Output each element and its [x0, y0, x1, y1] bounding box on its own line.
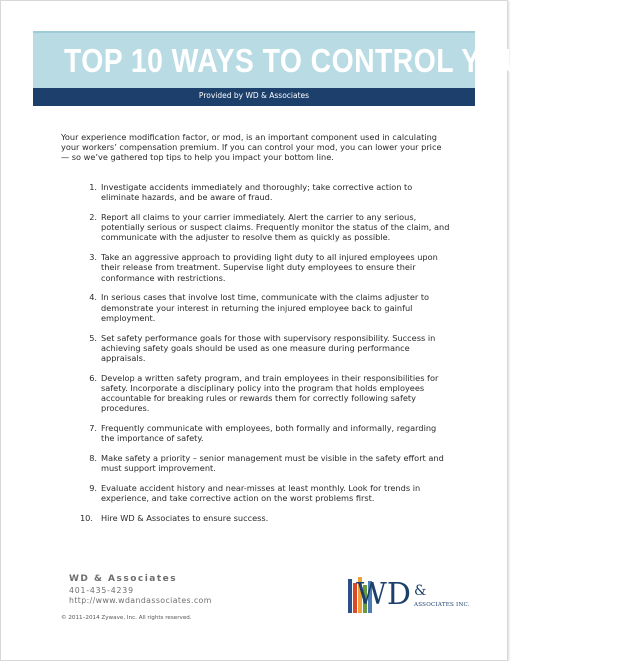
- logo-monogram: WD: [356, 577, 411, 612]
- title-banner: [33, 31, 621, 90]
- tip-text: Hire WD & Associates to ensure success.: [101, 513, 269, 524]
- tip-item: [89, 332, 451, 364]
- tip-text: In serious cases that involve lost time, communicate with the claims adjuster to demonstrate your interest in returning the injured employee back to gainful employment.: [101, 292, 430, 323]
- tip-text: Set safety performance goals for those with supervisory responsibility. Success in achieving safety goals should be used as one measure during performance appraisals.: [101, 332, 436, 364]
- company-logo: [348, 577, 470, 617]
- tip-number: 5.: [89, 332, 97, 343]
- tip-number: 6.: [89, 372, 97, 383]
- tip-item: [89, 453, 451, 474]
- intro-paragraph: Your experience modification factor, or mod, is an important component used in calculating your workers’ compensation premium. If you can control your mod, you can lower your price — so we’ve gathered top tips to help you impact your bottom line.: [61, 132, 442, 163]
- tip-item: [89, 292, 451, 323]
- tip-item: [89, 182, 451, 203]
- tip-number: 7.: [89, 423, 97, 434]
- tip-text: Evaluate accident history and near-misses at least monthly. Look for trends in experience, and take corrective action on the worst problems first.: [101, 483, 421, 504]
- tip-text: Frequently communicate with employees, both formally and informally, regarding the importance of safety.: [101, 423, 437, 444]
- tip-item: [89, 483, 451, 504]
- tip-text: Make safety a priority – senior management must be visible in the safety effort and must support improvement.: [101, 453, 444, 474]
- logo-ampersand: &: [414, 583, 427, 599]
- page-title: TOP 10 WAYS TO CONTROL YOUR MOD: [63, 42, 621, 79]
- copyright-notice: © 2011–2014 Zywave, Inc. All rights reserved.: [61, 615, 192, 621]
- tip-text: Take an aggressive approach to providing light duty to all injured employees upon their release from treatment. Supervise light duty employees to ensure their conformance with restrictions.: [101, 252, 438, 283]
- tip-number: 2.: [89, 212, 97, 222]
- tip-item: [89, 252, 451, 283]
- tip-number: 8.: [89, 453, 97, 464]
- provider-subtitle: Provided by WD & Associates: [198, 91, 310, 100]
- subtitle-bar: [33, 88, 475, 106]
- tip-item: [89, 372, 451, 414]
- tip-text: Develop a written safety program, and train employees in their responsibilities for safety. Incorporate a disciplinary policy into the program that holds employees accountable for breaking rules or rewards them for correctly following safety procedures.: [101, 372, 439, 414]
- tip-text: Report all claims to your carrier immediately. Alert the carrier to any serious, potentially serious or suspect claims. Frequently monitor the status of the claim, and communicate with the adjuster to resolve them as quickly as possible.: [101, 212, 450, 243]
- tip-text: Investigate accidents immediately and thoroughly; take corrective action to eliminate hazards, and be aware of fraud.: [101, 182, 413, 203]
- tip-item: [79, 513, 451, 524]
- tip-item: [89, 212, 451, 243]
- footer-phone: 401-435-4239: [69, 586, 134, 595]
- tip-number: 10.: [79, 513, 93, 524]
- footer-company-name: WD & Associates: [69, 574, 178, 584]
- logo-bar: [348, 579, 352, 613]
- logo-tagline: ASSOCIATES INC.: [414, 602, 470, 608]
- tip-number: 9.: [89, 483, 97, 494]
- tip-number: 4.: [89, 292, 97, 303]
- tip-item: [89, 423, 451, 444]
- tip-number: 1.: [89, 182, 97, 192]
- tips-list: [79, 182, 451, 533]
- tip-number: 3.: [89, 252, 97, 263]
- footer-website-link[interactable]: http://www.wdandassociates.com: [69, 596, 212, 605]
